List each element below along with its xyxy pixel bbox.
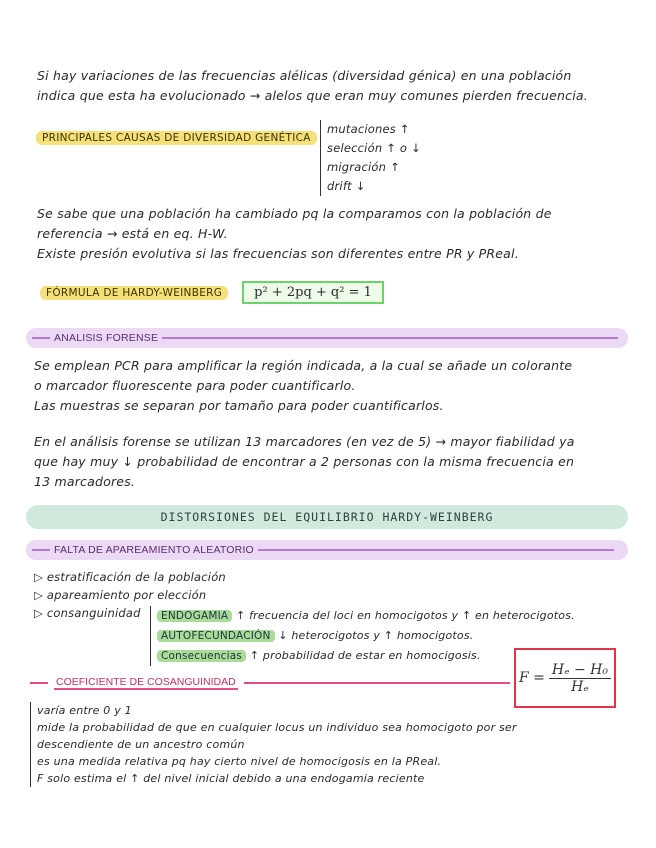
causa-item: migración ↑ [327, 160, 400, 174]
analisis-forense-bar [26, 328, 628, 348]
coeficiente-item: mide la probabilidad de que en cualquier locus un individuo sea homocigoto por ser [37, 721, 517, 734]
formula-hw-label: FÓRMULA DE HARDY-WEINBERG [40, 286, 228, 300]
poblacion-paragraph [37, 204, 637, 264]
analisis-paragraph-2 [34, 432, 634, 492]
autofecundacion-tag: AUTOFECUNDACIÓN [157, 630, 275, 642]
bar-dash [32, 549, 50, 551]
intro-line-2: indica que esta ha evolucionado → alelos que eran muy comunes pierden frecuencia. [37, 88, 588, 103]
coeficiente-item: es una medida relativa pq hay cierto nivel de homocigosis en la PReal. [37, 755, 442, 768]
causas-list [320, 120, 421, 196]
autofecundacion-text: ↓ heterocigotos y ↑ homocigotos. [278, 629, 474, 642]
coeficiente-item: F solo estima el ↑ del nivel inicial debido a una endogamia reciente [37, 772, 425, 785]
intro-paragraph [37, 66, 637, 106]
falta-item: ▷ estratificación de la población [34, 570, 226, 584]
formula-f-denominator: Hₑ [571, 678, 589, 695]
endogamia-row [157, 606, 597, 626]
falta-apareamiento-bar [26, 540, 628, 560]
analisis-line-6: 13 marcadores. [34, 474, 136, 489]
analisis-forense-title: ANALISIS FORENSE [54, 332, 159, 344]
endogamia-text: ↑ frecuencia del loci en homocigotos y ↑ en heterocigotos. [236, 609, 575, 622]
formula-f-box [514, 648, 616, 708]
poblacion-line-1: Se sabe que una población ha cambiado pq la comparamos con la población de [37, 206, 552, 221]
coeficiente-title: COEFICIENTE DE COSANGUINIDAD [56, 676, 236, 688]
formula-f-fraction [549, 662, 611, 695]
analisis-line-1: Se emplean PCR para amplificar la región indicada, a la cual se añade un colorante [34, 358, 573, 373]
formula-f-numerator: Hₑ − H₀ [549, 662, 611, 679]
intro-line-1: Si hay variaciones de las frecuencias alélicas (diversidad génica) en una población [37, 68, 572, 83]
falta-item: ▷ consanguinidad [34, 606, 141, 620]
coeficiente-item: varía entre 0 y 1 [37, 704, 132, 717]
endogamia-tag: ENDOGAMIA [157, 610, 232, 622]
analisis-line-3: Las muestras se separan por tamaño para poder cuantificarlos. [34, 398, 444, 413]
bar-line [258, 549, 614, 551]
causa-item: mutaciones ↑ [327, 122, 410, 136]
principales-label: PRINCIPALES CAUSAS DE DIVERSIDAD GENÉTICA [36, 131, 317, 145]
analisis-line-5: que hay muy ↓ probabilidad de encontrar a 2 personas con la misma frecuencia en [34, 454, 575, 469]
autofecundacion-row [157, 626, 597, 646]
causa-item: selección ↑ o ↓ [327, 141, 421, 155]
formula-hw-box: p² + 2pq + q² = 1 [242, 281, 384, 304]
formula-f-lhs: F = [519, 670, 545, 686]
coeficiente-item: descendiente de un ancestro común [37, 738, 245, 751]
coeficiente-list [30, 702, 627, 787]
bar-line [162, 337, 618, 339]
distorsiones-bar [26, 505, 628, 529]
analisis-line-4: En el análisis forense se utilizan 13 marcadores (en vez de 5) → mayor fiabilidad ya [34, 434, 575, 449]
analisis-paragraph-1 [34, 356, 634, 416]
pink-dash [30, 682, 48, 684]
poblacion-line-2: referencia → está en eq. H-W. [37, 226, 228, 241]
falta-item: ▷ apareamiento por elección [34, 588, 207, 602]
coeficiente-header [30, 676, 510, 690]
causa-item: drift ↓ [327, 179, 366, 193]
formula-hw-row [40, 281, 384, 304]
poblacion-line-3: Existe presión evolutiva si las frecuencias son diferentes entre PR y PReal. [37, 246, 519, 261]
distorsiones-title: DISTORSIONES DEL EQUILIBRIO HARDY-WEINBERG [160, 510, 494, 524]
pink-line [244, 682, 510, 684]
consecuencias-text: ↑ probabilidad de estar en homocigosis. [249, 649, 481, 662]
bar-dash [32, 337, 50, 339]
falta-apareamiento-title: FALTA DE APAREAMIENTO ALEATORIO [54, 544, 254, 556]
analisis-line-2: o marcador fluorescente para poder cuantificarlo. [34, 378, 356, 393]
consecuencias-tag: Consecuencias [157, 650, 246, 662]
